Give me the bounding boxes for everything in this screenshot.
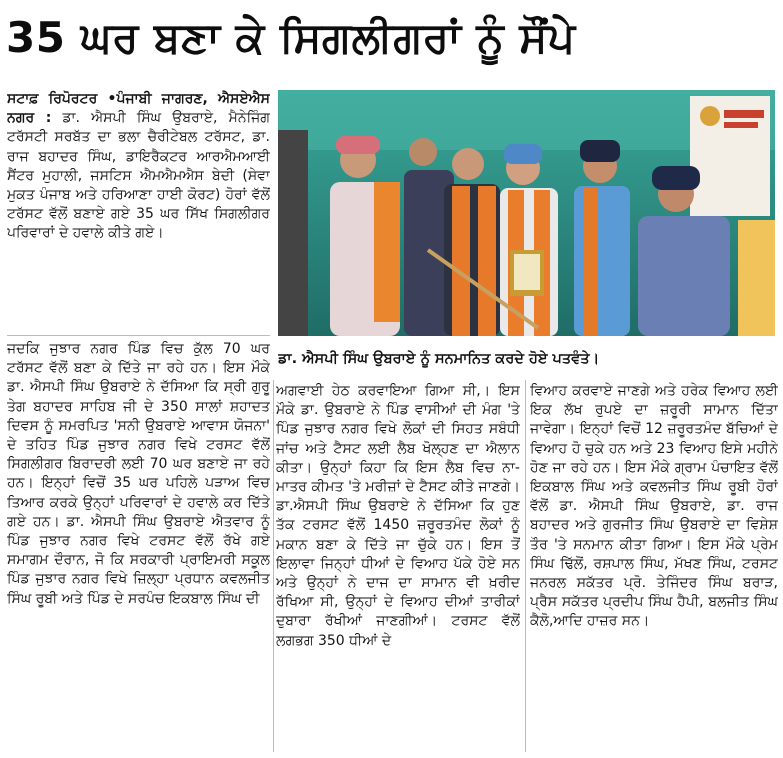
dateline: ਸਟਾਫ਼ ਰਿਪੋਰਟਰ •ਪੰਜਾਬੀ ਜਾਗਰਣ, ਐਸਏਐਸ ਨਗਰ :	[7, 91, 270, 127]
intro-body: ਡਾ. ਐਸਪੀ ਸਿੰਘ ਉਬਰਾਏ, ਮੈਨੇਜਿੰਗ ਟਰੱਸਟੀ ਸਰਬੱਤ ਦਾ ਭਲਾ ਚੈਰੀਟੇਬਲ ਟਰੱਸਟ, ਡਾ. ਰਾਜ ਬਹਾਦਰ ਸਿੰਘ, ਡਾਇਰੈਕਟਰ ਆਰਐਮਆਈ ਸੈਂਟਰ ਮੁਹਾਲੀ, ਜਸਟਿਸ ਐਮਐਮਐਸ ਬੇਦੀ (ਸੇਵਾ ਮੁਕਤ ਪੰਜਾਬ ਅਤੇ ਹਰਿਆਣਾ ਹਾਈ ਕੋਰਟ) ਹੋਰਾਂ ਵੱਲੋਂ ਟਰੱਸਟ ਵੱਲੋਂ ਬਣਾਏ ਗਏ 35 ਘਰ ਸਿੱਖ ਸਿਗਲੀਗਰ ਪਰਿਵਾਰਾਂ ਦੇ ਹਵਾਲੇ ਕੀਤੇ ਗਏ।	[7, 110, 270, 242]
column-divider	[273, 380, 274, 752]
article-text: ਅਗਵਾਈ ਹੇਠ ਕਰਵਾਇਆ ਗਿਆ ਸੀ,। ਇਸ ਮੌਕੇ ਡਾ. ਉਬਰਾਏ ਨੇ ਪਿੰਡ ਵਾਸੀਆਂ ਦੀ ਮੰਗ 'ਤੇ ਪਿੰਡ ਜੁਝਾਰ ਨਗਰ ਵਿਖੇ ਲੋਕਾਂ ਦੀ ਸਿਹਤ ਸਬੰਧੀ ਜਾਂਚ ਅਤੇ ਟੈਸਟ ਲਈ ਲੈਬ ਖੋਲ੍ਹਣ ਦਾ ਐਲਾਨ ਕੀਤਾ। ਉਨ੍ਹਾਂ ਕਿਹਾ ਕਿ ਇਸ ਲੈਬ ਵਿਚ ਨਾ-ਮਾਤਰ ਕੀਮਤ 'ਤੇ ਮਰੀਜ਼ਾਂ ਦੇ ਟੈਸਟ ਕੀਤੇ ਜਾਣਗੇ। ਡਾ.ਐਸਪੀ ਸਿੰਘ ਉਬਰਾਏ ਨੇ ਦੱਸਿਆ ਕਿ ਹੁਣ ਤੱਕ ਟਰਸਟ ਵੱਲੋਂ 1450 ਜ਼ਰੂਰਤਮੰਦ ਲੋਕਾਂ ਨੂੰ ਮਕਾਨ ਬਣਾ ਕੇ ਦਿੱਤੇ ਜਾ ਚੁੱਕੇ ਹਨ। ਇਸ ਤੋਂ ਇਲਾਵਾ ਜਿਨ੍ਹਾਂ ਧੀਆਂ ਦੇ ਵਿਆਹ ਪੱਕੇ ਹੋਏ ਸਨ ਅਤੇ ਉਨ੍ਹਾਂ ਨੇ ਦਾਜ ਦਾ ਸਾਮਾਨ ਵੀ ਖ਼ਰੀਦ ਰੱਖਿਆ ਸੀ, ਉਨ੍ਹਾਂ ਦੇ ਵਿਆਹ ਦੀਆਂ ਤਾਰੀਕਾਂ ਦੁਬਾਰਾ ਰੱਖੀਆਂ ਜਾਣਗੀਆਂ। ਟਰਸਟ ਵੱਲੋਂ ਲਗਭਗ 350 ਧੀਆਂ ਦੇ	[276, 383, 520, 649]
intro-paragraph	[7, 90, 270, 330]
ceremony-photo	[278, 90, 775, 336]
article-column-2	[276, 382, 520, 752]
headline: 35 ਘਰ ਬਣਾ ਕੇ ਸਿਗਲੀਗਰਾਂ ਨੂੰ ਸੌਂਪੇ	[6, 13, 576, 62]
news-photo	[278, 90, 775, 336]
article-column-1	[7, 340, 270, 750]
photo-caption: ਡਾ. ਐਸਪੀ ਸਿੰਘ ਉਬਰਾਏ ਨੂੰ ਸਨਮਾਨਿਤ ਕਰਦੇ ਹੋਏ ਪਤਵੰਤੇ।	[278, 351, 600, 367]
article-text: ਜਦਕਿ ਜੁਝਾਰ ਨਗਰ ਪਿੰਡ ਵਿਚ ਕੁੱਲ 70 ਘਰ ਟਰੱਸਟ ਵੱਲੋਂ ਬਣਾ ਕੇ ਦਿੱਤੇ ਜਾ ਰਹੇ ਹਨ। ਇਸ ਮੌਕੇ ਡਾ. ਐਸਪੀ ਸਿੰਘ ਉਬਰਾਏ ਨੇ ਦੱਸਿਆ ਕਿ ਸ੍ਰੀ ਗੁਰੂ ਤੇਗ ਬਹਾਦਰ ਸਾਹਿਬ ਜੀ ਦੇ 350 ਸਾਲਾਂ ਸ਼ਹਾਦਤ ਦਿਵਸ ਨੂੰ ਸਮਰਪਿਤ 'ਸਨੀ ਉਬਰਾਏ ਆਵਾਸ ਯੋਜਨਾ' ਦੇ ਤਹਿਤ ਪਿੰਡ ਜੁਝਾਰ ਨਗਰ ਵਿਖੇ ਟਰਸਟ ਵੱਲੋਂ ਸਿਗਲੀਗਰ ਬਿਰਾਦਰੀ ਲਈ 70 ਘਰ ਬਣਾਏ ਜਾ ਰਹੇ ਹਨ। ਇਨ੍ਹਾਂ ਵਿਚੋਂ 35 ਘਰ ਪਹਿਲੇ ਪੜਾਅ ਵਿਚ ਤਿਆਰ ਕਰਕੇ ਉਨ੍ਹਾਂ ਪਰਿਵਾਰਾਂ ਦੇ ਹਵਾਲੇ ਕਰ ਦਿੱਤੇ ਗਏ ਹਨ। ਡਾ. ਐਸਪੀ ਸਿੰਘ ਉਬਰਾਏ ਐਤਵਾਰ ਨੂੰ ਪਿੰਡ ਜੁਝਾਰ ਨਗਰ ਵਿਖੇ ਟਰਸਟ ਵੱਲੋਂ ਰੱਖੇ ਗਏ ਸਮਾਗਮ ਦੌਰਾਨ, ਜੋ ਕਿ ਸਰਕਾਰੀ ਪ੍ਰਾਇਮਰੀ ਸਕੂਲ ਪਿੰਡ ਜੁਝਾਰ ਨਗਰ ਵਿਖੇ ਜ਼ਿਲ੍ਹਾ ਪ੍ਰਧਾਨ ਕਵਲਜੀਤ ਸਿੰਘ ਰੂਬੀ ਅਤੇ ਪਿੰਡ ਦੇ ਸਰਪੰਚ ਇਕਬਾਲ ਸਿੰਘ ਦੀ	[7, 341, 270, 607]
column-divider	[7, 335, 270, 336]
article-text: ਵਿਆਹ ਕਰਵਾਏ ਜਾਣਗੇ ਅਤੇ ਹਰੇਕ ਵਿਆਹ ਲਈ ਇਕ ਲੱਖ ਰੁਪਏ ਦਾ ਜ਼ਰੂਰੀ ਸਾਮਾਨ ਦਿੱਤਾ ਜਾਵੇਗਾ। ਇਨ੍ਹਾਂ ਵਿਚੋਂ 12 ਜ਼ਰੂਰਤਮੰਦ ਬੱਚਿਆਂ ਦੇ ਵਿਆਹ ਹੋ ਚੁਕੇ ਹਨ ਅਤੇ 23 ਵਿਆਹ ਇਸੇ ਮਹੀਨੇ ਹੋਣ ਜਾ ਰਹੇ ਹਨ। ਇਸ ਮੌਕੇ ਗ੍ਰਾਮ ਪੰਚਾਇਤ ਵੱਲੋਂ ਇਕਬਾਲ ਸਿੰਘ ਅਤੇ ਕਵਲਜੀਤ ਸਿੰਘ ਰੂਬੀ ਹੋਰਾਂ ਵੱਲੋਂ ਡਾ. ਐਸਪੀ ਸਿੰਘ ਉਬਰਾਏ, ਡਾ. ਰਾਜ ਬਹਾਦਰ ਅਤੇ ਗੁਰਜੀਤ ਸਿੰਘ ਉਬਰਾਏ ਦਾ ਵਿਸ਼ੇਸ਼ ਤੌਰ 'ਤੇ ਸਨਮਾਨ ਕੀਤਾ ਗਿਆ। ਇਸ ਮੌਕੇ ਪ੍ਰੇਮ ਸਿੰਘ ਢਿੱਲੋਂ, ਰਸ਼ਪਾਲ ਸਿੰਘ, ਮੱਖਣ ਸਿੰਘ, ਟਰਸਟ ਜਨਰਲ ਸਕੱਤਰ ਪ੍ਰੋ. ਤੇਜਿੰਦਰ ਸਿੰਘ ਬਰਾੜ, ਪ੍ਰੈਸ ਸਕੱਤਰ ਪ੍ਰਦੀਪ ਸਿੰਘ ਹੈਪੀ, ਬਲਜੀਤ ਸਿੰਘ ਕੈਲੋ,ਆਦਿ ਹਾਜ਼ਰ ਸਨ।	[530, 383, 778, 630]
article-column-3	[530, 382, 778, 752]
column-divider	[525, 380, 526, 752]
